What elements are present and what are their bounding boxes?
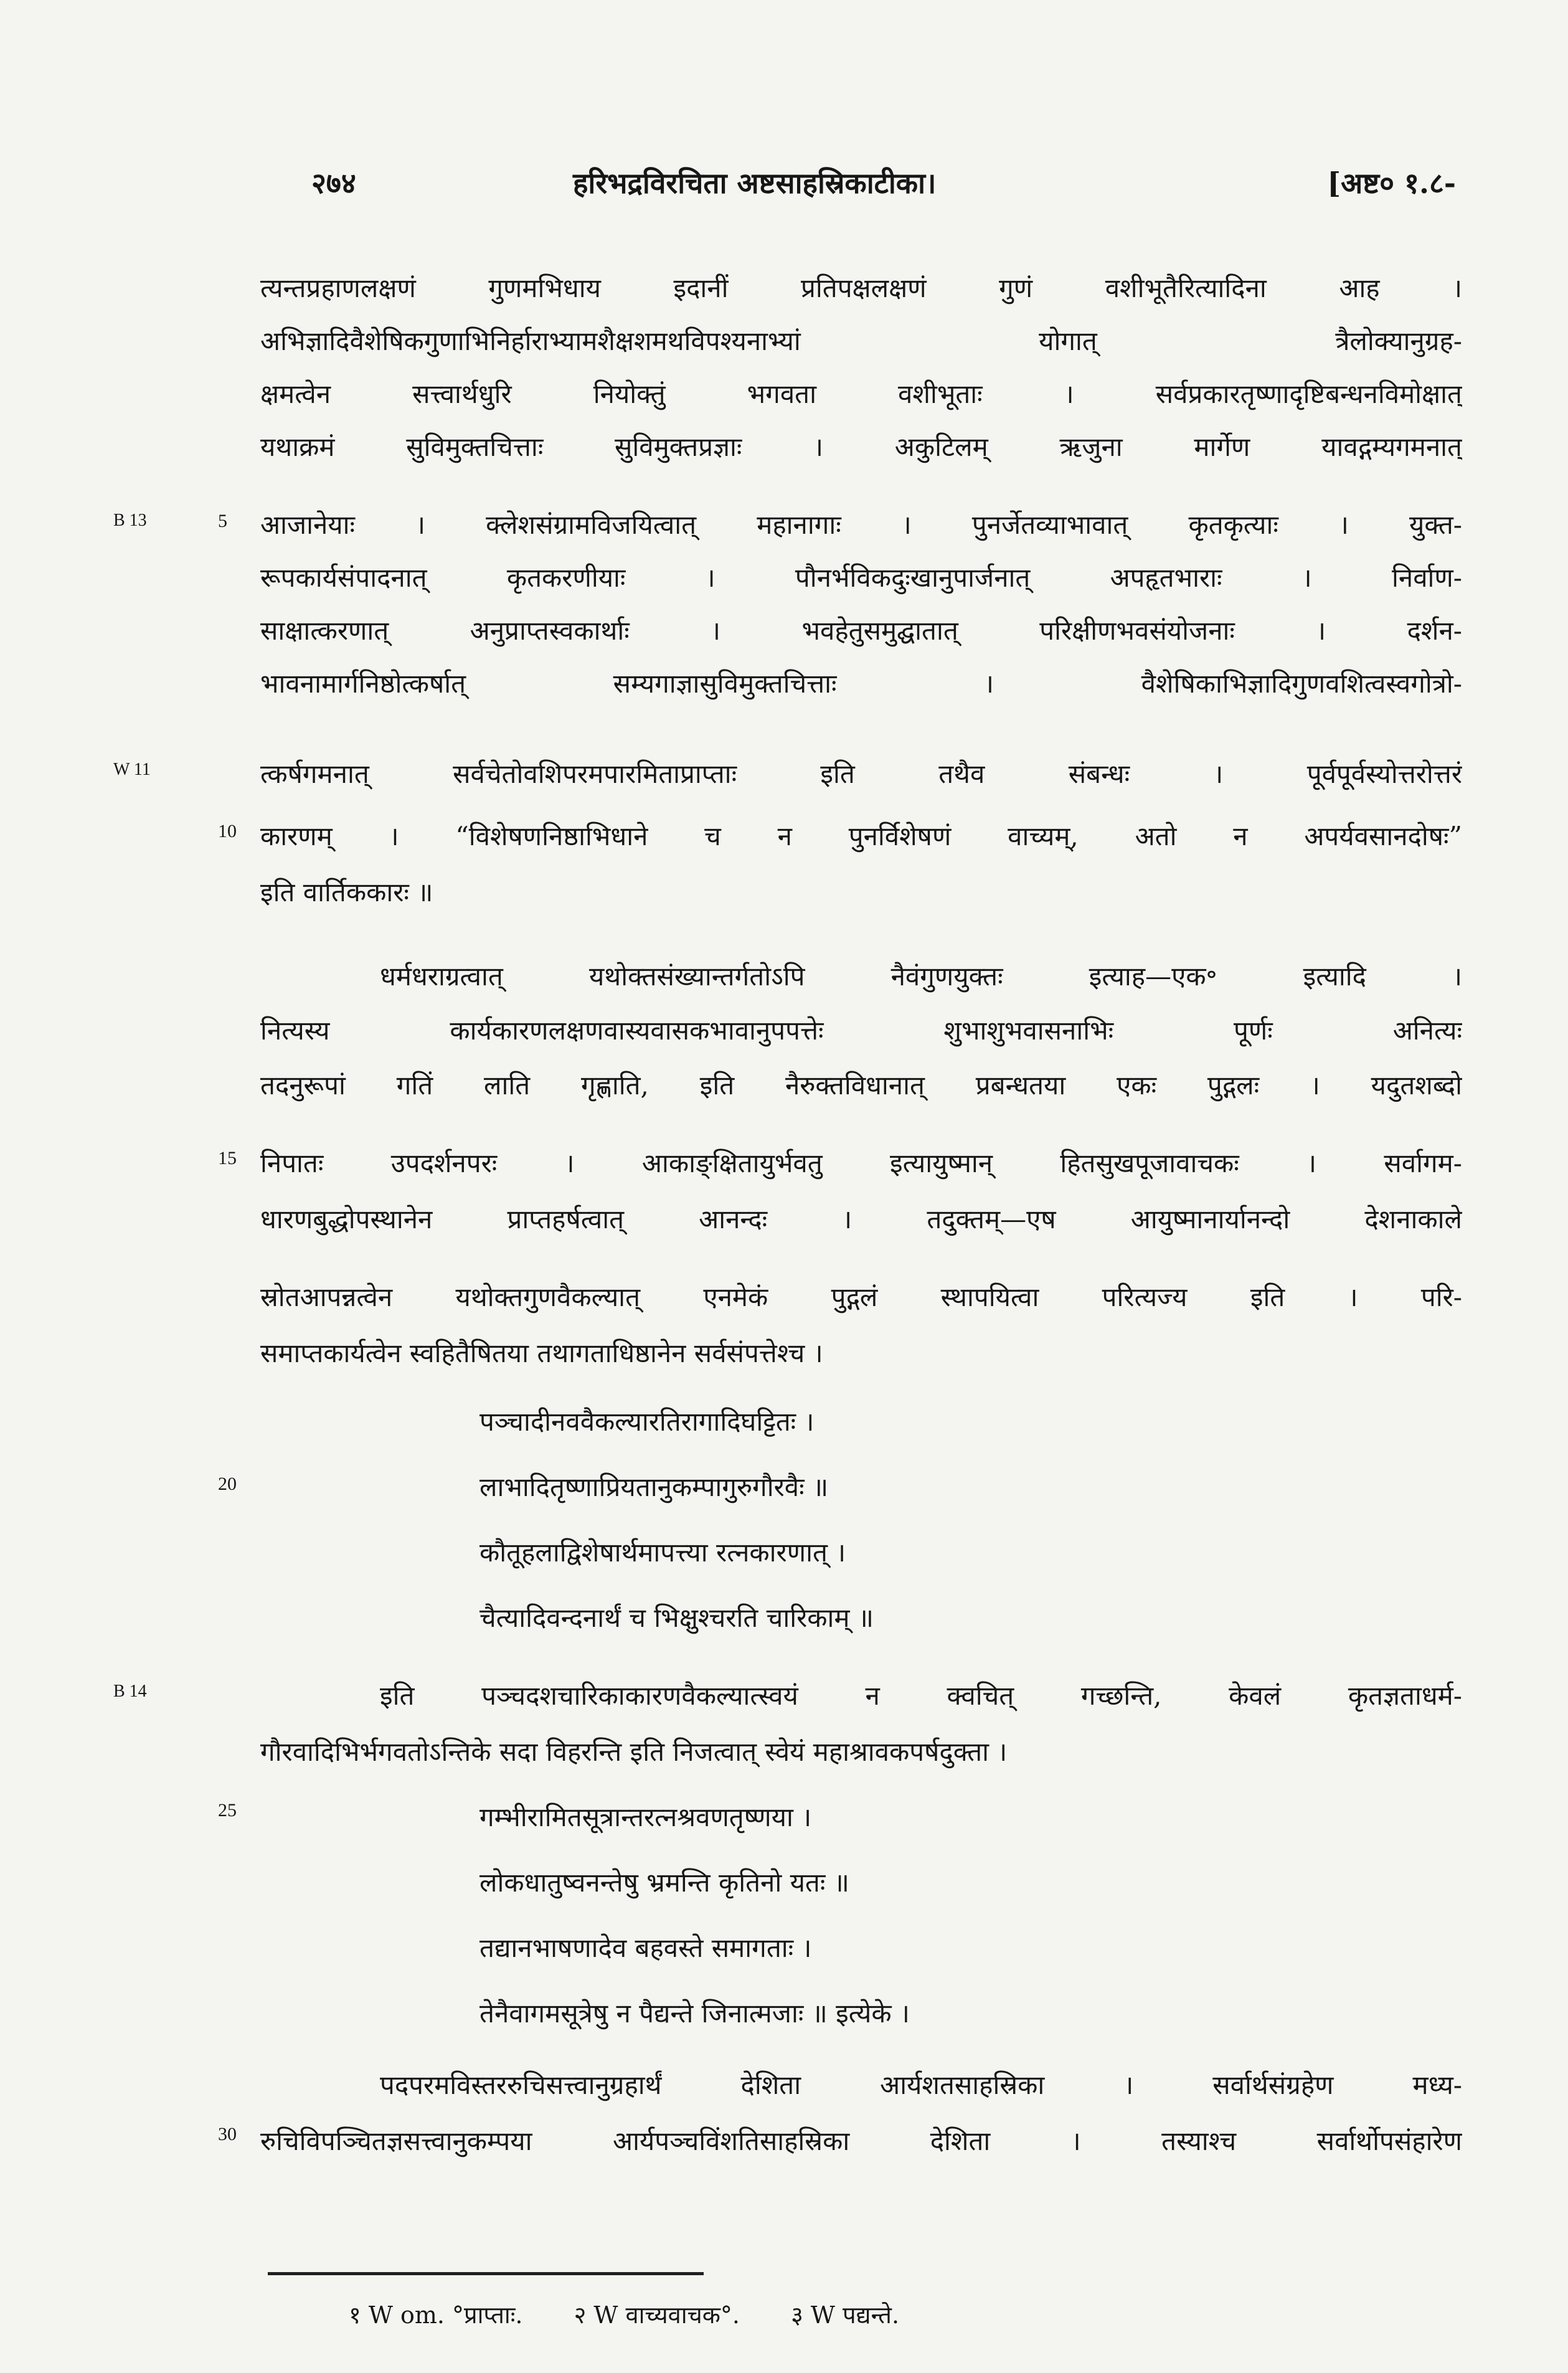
text-line: नित्यस्य कार्यकारणलक्षणवास्यवासकभावानुपपत्तेः शुभाशुभवासनाभिः पूर्णः अनित्यः	[260, 1015, 1462, 1046]
text-line: धर्मधराग्रत्वात् यथोक्तसंख्यान्तर्गतोऽपि नैवंगुणयुक्तः इत्याह—एक॰ इत्यादि ।	[380, 961, 1462, 992]
text-line: क्षमत्वेन सत्त्वार्थधुरि नियोक्तुं भगवता वशीभूताः । सर्वप्रकारतृष्णादृष्टिबन्धनविमोक्षात्	[260, 379, 1462, 409]
verse-line: कौतूहलाद्विशेषार्थमापत्त्या रत्नकारणात् ।	[479, 1537, 846, 1568]
running-header	[311, 163, 1456, 207]
text-line: कारणम् । “विशेषणनिष्ठाभिधाने च न पुनर्विशेषणं वाच्यम्, अतो न अपर्यवसानदोषः”	[260, 821, 1462, 851]
verse-line: चैत्यादिवन्दनार्थं च भिक्षुश्चरति चारिकाम् ॥	[479, 1603, 874, 1633]
footnote-1: १ W om. °प्राप्ताः.	[349, 2301, 523, 2329]
text-line: समाप्तकार्यत्वेन स्वहितैषितया तथागताधिष्ठानेन सर्वसंपत्तेश्च ।	[260, 1338, 823, 1368]
section-reference: [अष्ट० १.८-	[1327, 166, 1456, 200]
page-number: २७४	[311, 166, 356, 200]
footnote-3: ३ W पद्यन्ते.	[791, 2301, 900, 2329]
text-line: त्कर्षगमनात् सर्वचेतोवशिपरमपारमिताप्राप्ताः इति तथैव संबन्धः । पूर्वपूर्वस्योत्तरोत्तरं	[260, 759, 1462, 789]
text-line: पदपरमविस्तररुचिसत्त्वानुग्रहार्थं देशिता आर्यशतसाहस्रिका । सर्वार्थसंग्रहेण मध्य-	[380, 2070, 1462, 2100]
line-number-5: 5	[218, 511, 227, 531]
text-line: स्रोतआपन्नत्वेन यथोक्तगुणवैकल्यात् एनमेकं पुद्गलं स्थापयित्वा परित्यज्य इति । परि-	[260, 1282, 1462, 1312]
margin-ref-b14: B 14	[113, 1682, 147, 1701]
line-number-10: 10	[218, 821, 237, 841]
text-line: यथाक्रमं सुविमुक्तचित्ताः सुविमुक्तप्रज्ञाः । अकुटिलम् ऋजुना मार्गेण यावद्गम्यगमनात्	[260, 432, 1462, 462]
verse-line: लोकधातुष्वनन्तेषु भ्रमन्ति कृतिनो यतः ॥	[479, 1867, 849, 1898]
text-line: रुचिविपञ्चितज्ञसत्त्वानुकम्पया आर्यपञ्चविंशतिसाहस्रिका देशिता । तस्याश्च सर्वार्थोपसंहारेण	[260, 2126, 1462, 2156]
text-line: साक्षात्करणात् अनुप्राप्तस्वकार्थाः । भवहेतुसमुद्घातात् परिक्षीणभवसंयोजनाः । दर्शन-	[260, 615, 1462, 646]
margin-ref-b13: B 13	[113, 511, 147, 530]
footnote-rule	[268, 2272, 704, 2275]
text-line: आजानेयाः । क्लेशसंग्रामविजयित्वात् महानागाः । पुनर्जेतव्याभावात् कृतकृत्याः । युक्त-	[260, 509, 1462, 540]
line-number-30: 30	[218, 2124, 237, 2144]
text-line: इति वार्तिककारः ॥	[260, 877, 433, 907]
running-title: हरिभद्रविरचिता अष्टसाहस्रिकाटीका।	[573, 166, 937, 200]
line-number-15: 15	[218, 1148, 237, 1168]
text-line: तदनुरूपां गतिं लाति गृह्णाति, इति नैरुक्तविधानात् प्रबन्धतया एकः पुद्गलः । यदुतशब्दो	[260, 1070, 1462, 1101]
line-number-20: 20	[218, 1474, 237, 1494]
text-line: गौरवादिभिर्भगवतोऽन्तिके सदा विहरन्ति इति निजत्वात् स्वेयं महाश्रावकपर्षदुक्ता ।	[260, 1736, 1008, 1767]
verse-line: तेनैवागमसूत्रेषु न पैद्यन्ते जिनात्मजाः ॥ इत्येके ।	[479, 1998, 910, 2029]
text-line: त्यन्तप्रहाणलक्षणं गुणमभिधाय इदानीं प्रतिपक्षलक्षणं गुणं वशीभूतैरित्यादिना आह ।	[260, 273, 1462, 303]
text-line: अभिज्ञादिवैशेषिकगुणाभिनिर्हाराभ्यामशैक्षशमथविपश्यनाभ्यां योगात् त्रैलोक्यानुग्रह-	[260, 326, 1462, 356]
verse-line: गम्भीरामितसूत्रान्तरत्नश्रवणतृष्णया ।	[479, 1802, 812, 1832]
verse-line: लाभादितृष्णाप्रियतानुकम्पागुरुगौरवैः ॥	[479, 1472, 829, 1502]
text-line: इति पञ्चदशचारिकाकारणवैकल्यात्स्वयं न क्वचित् गच्छन्ति, केवलं कृतज्ञताधर्म-	[380, 1680, 1462, 1711]
text-line: रूपकार्यसंपादनात् कृतकरणीयाः । पौनर्भविकदुःखानुपार्जनात् अपहृतभाराः । निर्वाण-	[260, 562, 1462, 593]
text-line: धारणबुद्धोपस्थानेन प्राप्तहर्षत्वात् आनन्दः । तदुक्तम्—एष आयुष्मानार्यानन्दो देशनाकाले	[260, 1204, 1462, 1234]
line-number-25: 25	[218, 1800, 237, 1821]
footnotes	[349, 2298, 1381, 2331]
verse-line: तद्यानभाषणादेव बहवस्ते समागताः ।	[479, 1933, 812, 1963]
verse-line: पञ्चादीनववैकल्यारतिरागादिघट्टितः ।	[479, 1406, 815, 1437]
text-line: निपातः उपदर्शनपरः । आकाङ्क्षितायुर्भवतु इत्यायुष्मान् हितसुखपूजावाचकः । सर्वागम-	[260, 1148, 1462, 1178]
text-line: भावनामार्गनिष्ठोत्कर्षात् सम्यगाज्ञासुविमुक्तचित्ताः । वैशेषिकाभिज्ञादिगुणवशित्वस्वगोत्रो-	[260, 668, 1462, 699]
margin-ref-w11: W 11	[113, 760, 151, 779]
footnote-2: २ W वाच्यवाचक°.	[574, 2301, 740, 2329]
